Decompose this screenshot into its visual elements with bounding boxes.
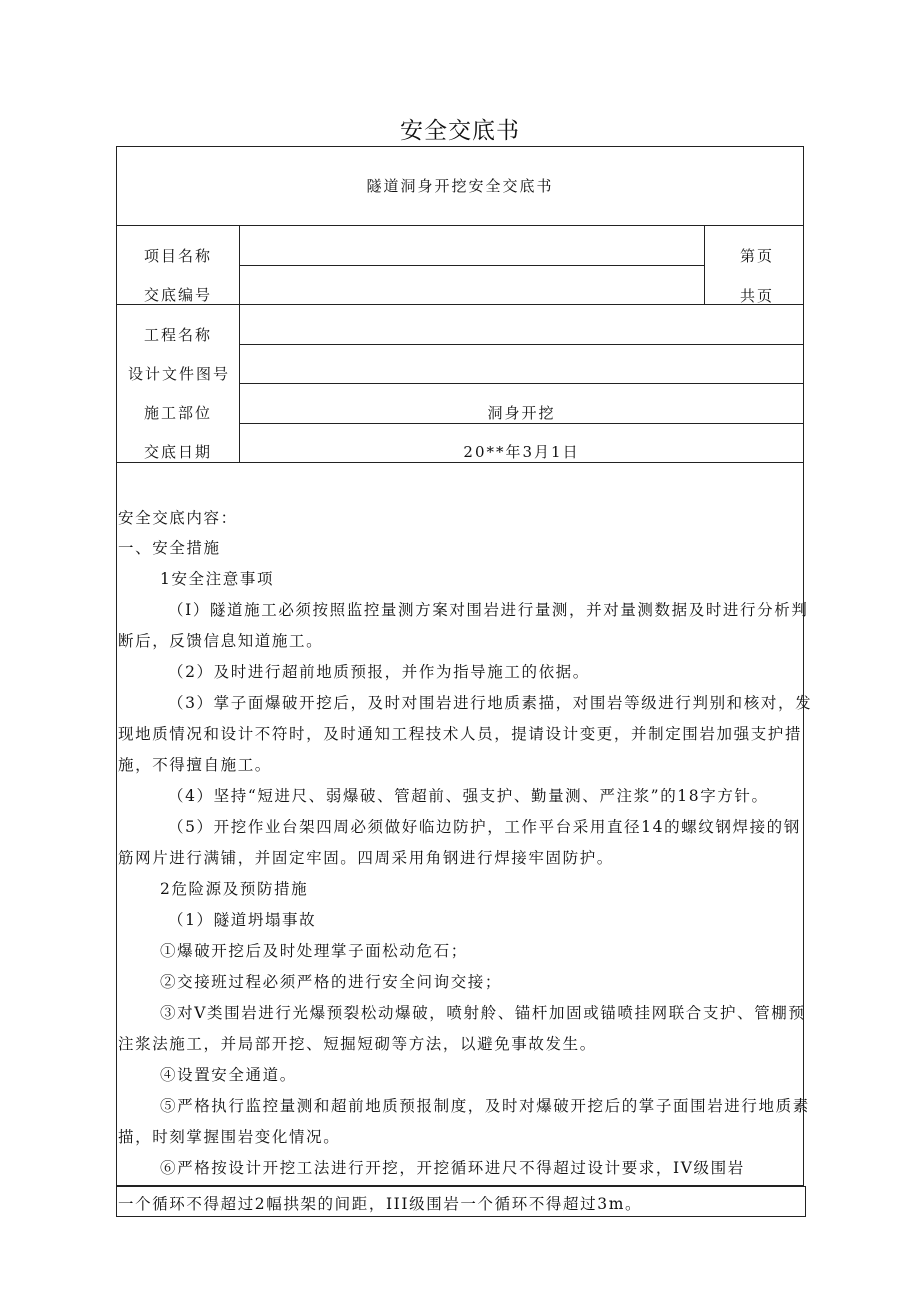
paragraph-line: ⑥严格按设计开挖工法进行开挖，开挖循环进尺不得超过设计要求，IV级围岩 xyxy=(160,1159,745,1177)
disclosure-date-value: 20**年3月1日 xyxy=(463,443,580,461)
paragraph-line: 一个循环不得超过2幅拱架的间距，III级围岩一个循环不得超过3m。 xyxy=(118,1195,643,1213)
design-drawing-label: 设计文件图号 xyxy=(128,365,231,383)
paragraph-line: ⑤严格执行监控量测和超前地质预报制度，及时对爆破开挖后的掌子面围岩进行地质素 xyxy=(160,1097,810,1115)
subsection-heading: 2危险源及预防措施 xyxy=(160,880,309,898)
project-name-label: 项目名称 xyxy=(144,247,213,265)
paragraph-line: 注浆法施工，并局部开挖、短掘短砌等方法，以避免事故发生。 xyxy=(118,1035,597,1053)
disclosure-date-label: 交底日期 xyxy=(144,443,213,461)
section-heading: 一、安全措施 xyxy=(118,539,221,557)
row-divider xyxy=(116,304,804,305)
row-divider xyxy=(239,383,804,384)
paragraph-line: 筋网片进行满铺，并固定牢固。四周采用角钢进行焊接牢固防护。 xyxy=(118,849,614,867)
page-column-divider xyxy=(704,225,705,304)
page-number-label: 第页 xyxy=(740,247,775,265)
page-total-label: 共页 xyxy=(740,287,775,305)
paragraph-line: 施，不得擅自施工。 xyxy=(118,756,272,774)
disclosure-no-label: 交底编号 xyxy=(144,286,213,304)
paragraph-line: ①爆破开挖后及时处理掌子面松动危石； xyxy=(160,942,468,960)
paragraph-line: （1）隧道坍塌事故 xyxy=(168,911,317,929)
subsection-heading: 1安全注意事项 xyxy=(160,570,275,588)
paragraph-line: （I）隧道施工必须按照监控量测方案对围岩进行量测，并对量测数据及时进行分析判 xyxy=(168,601,809,619)
paragraph-line: （4）坚持“短进尺、弱爆破、管超前、强支护、勤量测、严注浆”的18字方针。 xyxy=(168,787,769,805)
paragraph-line: ④设置安全通道。 xyxy=(160,1066,297,1084)
construction-part-label: 施工部位 xyxy=(144,404,213,422)
content-heading: 安全交底内容： xyxy=(118,509,238,527)
paragraph-line: ③对V类围岩进行光爆预裂松动爆破，喷射舲、锚杆加固或锚喷挂网联合支护、管棚预 xyxy=(160,1004,806,1022)
label-column-divider xyxy=(239,225,240,462)
paragraph-line: ②交接班过程必须严格的进行安全问询交接； xyxy=(160,973,503,991)
paragraph-line: 现地质情况和设计不符时，及时通知工程技术人员，提请设计变更，并制定围岩加强支护措 xyxy=(118,725,803,743)
row-divider xyxy=(239,344,804,345)
row-divider xyxy=(239,423,804,424)
row-divider xyxy=(116,462,804,463)
page-title: 安全交底书 xyxy=(400,118,520,144)
document-subtitle: 隧道洞身开挖安全交底书 xyxy=(366,177,554,195)
paragraph-line: 描，时刻掌握围岩变化情况。 xyxy=(118,1128,341,1146)
paragraph-line: （5）开挖作业台架四周必须做好临边防护，工作平台采用直径14的螺纹钢焊接的钢 xyxy=(168,818,801,836)
paragraph-line: （2）及时进行超前地质预报，并作为指导施工的依据。 xyxy=(168,663,590,681)
row-divider xyxy=(239,265,704,266)
construction-part-value: 洞身开挖 xyxy=(487,404,556,422)
paragraph-line: 断后，反馈信息知道施工。 xyxy=(118,632,324,650)
engineering-name-label: 工程名称 xyxy=(144,326,213,344)
paragraph-line: （3）掌子面爆破开挖后，及时对围岩进行地质素描，对围岩等级进行判别和核对，发 xyxy=(168,694,813,712)
row-divider xyxy=(116,225,804,226)
